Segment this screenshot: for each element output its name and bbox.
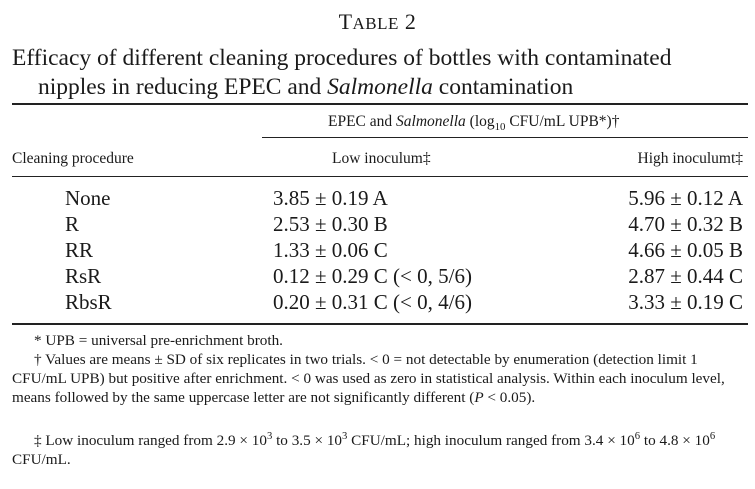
footnote-values: † Values are means ± SD of six replicates in two trials. < 0 = not detectable by enumeration (detection limit 1 CFU/mL UPB) but positive after enrichment. < 0 was used as zero in statistical analysis. Within each inoculum level, means followed by the same uppercase letter are not significantly different (P < 0.05). (12, 351, 725, 406)
top-rule (12, 103, 748, 105)
bottom-rule (12, 323, 748, 325)
cell-high: 5.96 ± 0.12 A (628, 186, 743, 210)
cell-high: 4.70 ± 0.32 B (628, 212, 743, 236)
cell-low: 1.33 ± 0.06 C (273, 238, 388, 262)
cell-high: 3.33 ± 0.19 C (628, 290, 743, 314)
cell-procedure: None (65, 186, 111, 210)
caption-line-2: nipples in reducing EPEC and Salmonella contamination (38, 74, 574, 100)
cell-low: 3.85 ± 0.19 A (273, 186, 388, 210)
cell-high: 2.87 ± 0.44 C (628, 264, 743, 288)
footnote-upb: * UPB = universal pre-enrichment broth. (34, 332, 283, 349)
table-caption (12, 44, 748, 102)
cell-procedure: R (65, 212, 80, 236)
header-high-inoculum: High inoculumt‡ (637, 150, 743, 167)
cell-low: 0.12 ± 0.29 C (< 0, 5/6) (273, 264, 472, 288)
cell-high: 4.66 ± 0.05 B (628, 238, 743, 262)
header-low-inoculum: Low inoculum‡ (332, 150, 431, 167)
caption-line-1: Efficacy of different cleaning procedures of bottles with contaminated (12, 45, 672, 71)
column-spanner: EPEC and Salmonella ($\log_{10}$ CFU/mL UPB*)† (328, 113, 620, 134)
cell-procedure: RR (65, 238, 94, 262)
cell-low: 0.20 ± 0.31 C (< 0, 4/6) (273, 290, 472, 314)
footnote-inoculum: ‡ Low inoculum ranged from $2.9 \times 10^3$ to $3.5 \times 10^3$ CFU/mL; high inoculum ranged from $3.4 \times 10^6$ to $4.8 \times 10^6$ CFU/mL. (12, 430, 716, 468)
table-label: TABLE 2 (338, 9, 417, 34)
cell-low: 2.53 ± 0.30 B (273, 212, 388, 236)
spanner-rule (262, 137, 748, 138)
header-cleaning-procedure: Cleaning procedure (12, 150, 134, 167)
header-rule (12, 176, 748, 177)
cell-procedure: RbsR (65, 290, 112, 314)
cell-procedure: RsR (65, 264, 102, 288)
